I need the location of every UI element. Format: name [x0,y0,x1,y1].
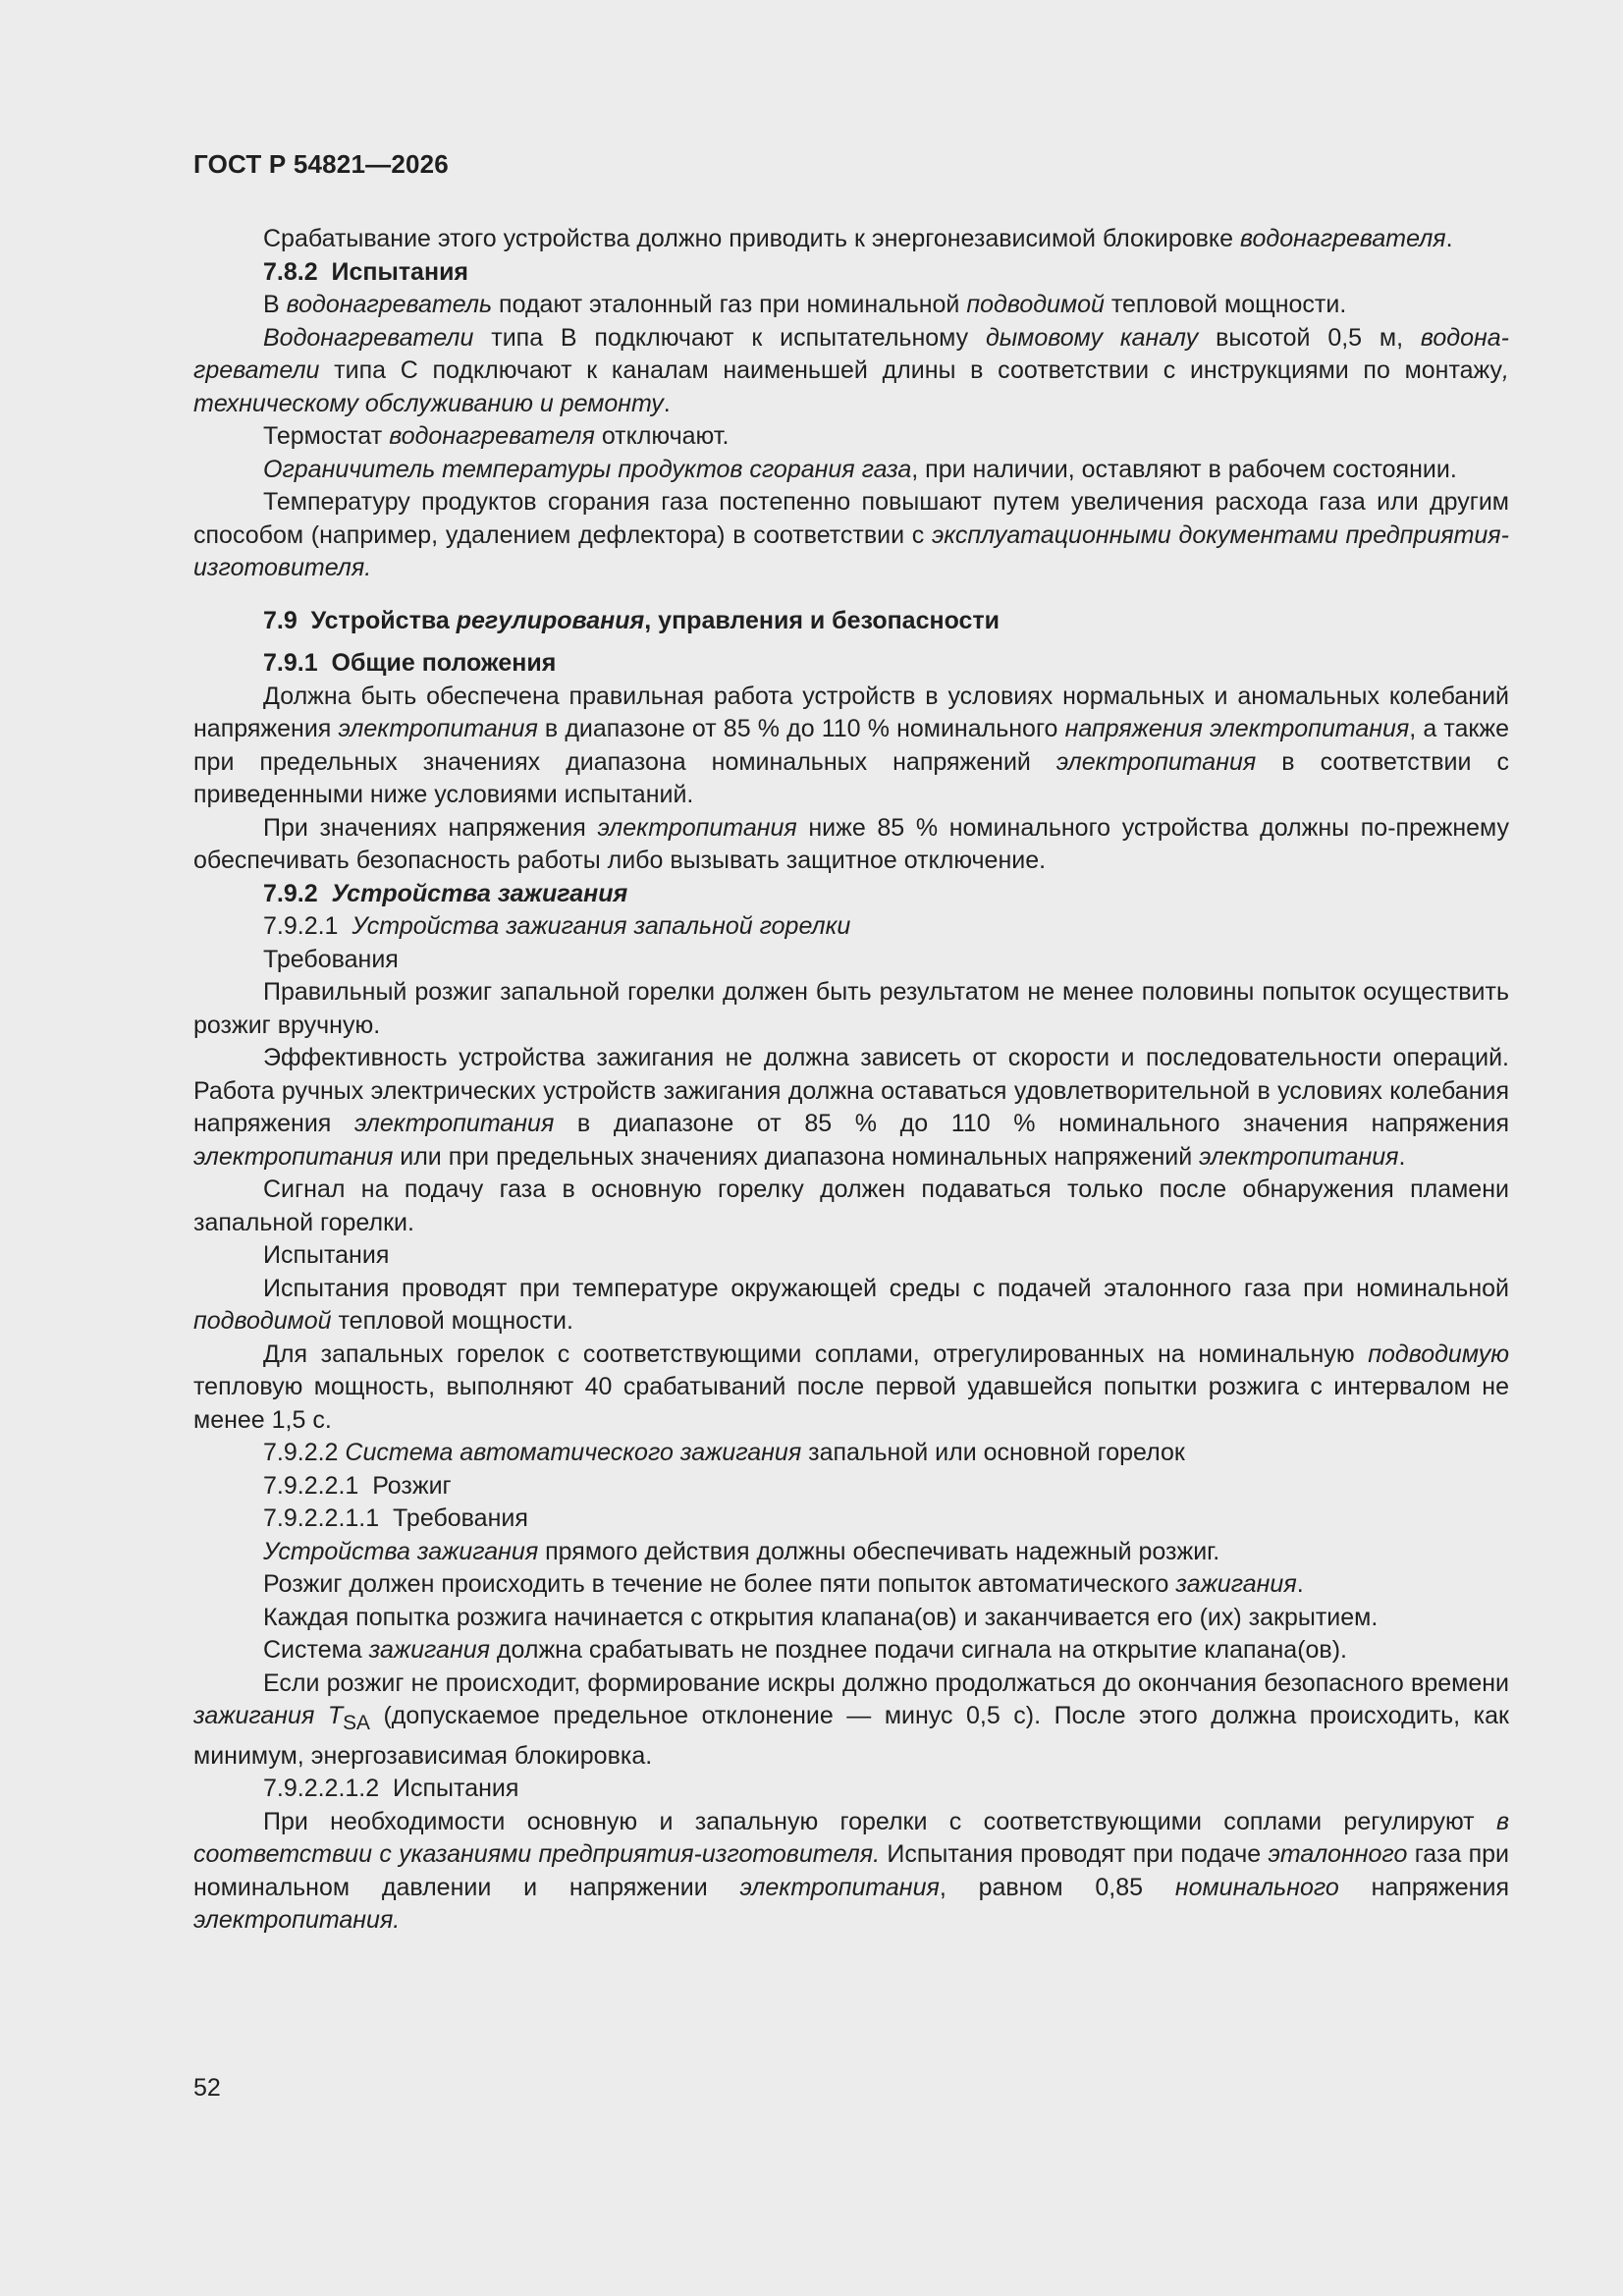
paragraph: При необходимости основную и запальную горелки с соответствующими соплами регулируют в соответствии с указаниями предприятия-изготовителя. Испытания проводят при подаче эталонного газа при номинальном давлении и напряжении электропитания, равном 0,85 номинального напряжения электропитания. [193,1807,1510,1934]
paragraph: Розжиг должен происходить в течение не более пяти попыток автоматического зажигания. [263,1570,1304,1598]
paragraph: Устройства зажигания прямого действия должны обеспечивать надежный розжиг. [263,1537,1220,1565]
paragraph: Испытания проводят при температуре окружающей среды с подачей эталонного газа при номинальной подводимой тепловой мощности. [193,1274,1509,1335]
page-number: 52 [193,2074,221,2102]
subclause-line: 7.9.2.2.1.1 Требования [263,1504,528,1532]
section-heading: 7.9 Устройства регулирования, управления и безопасности [263,606,1001,634]
subclause-line: 7.9.2.2 Система автоматического зажигания запальной или основной горелок [263,1439,1185,1466]
document-body [193,223,1509,1938]
paragraph: Термостат водонагревателя отключают. [263,422,730,450]
section-heading: 7.8.2 Испытания [263,257,469,286]
subclause-line: Испытания [263,1241,390,1269]
paragraph: Правильный розжиг запальной горелки должен быть результатом не менее половины попыток осуществить розжиг вручную. [193,978,1509,1039]
subclause-line: 7.9.2.2.1 Розжиг [263,1471,452,1500]
paragraph: Каждая попытка розжига начинается с открытия клапана(ов) и заканчивается его (их) закрытием. [263,1603,1379,1631]
page-header: ГОСТ Р 54821—2026 [193,149,449,179]
paragraph: Ограничитель температуры продуктов сгорания газа, при наличии, оставляют в рабочем состоянии. [263,455,1457,483]
paragraph: Для запальных горелок с соответствующими соплами, отрегулированных на номинальную подводимую тепловую мощность, выполняют 40 срабатываний после первой удавшейся попытки розжига с интервалом не менее 1,5 с. [193,1339,1509,1434]
subclause-line: Требования [263,945,399,973]
section-heading: 7.9.2 Устройства зажигания [263,879,628,907]
paragraph: Если розжиг не происходит, формирование искры должно продолжаться до окончания безопасного времени зажигания $T_{SA}$ (допускаемое предельное отклонение — минус 0,5 с). После этого должна происходить, как минимум, энергозависимая блокировка. [193,1668,1509,1770]
paragraph: Срабатывание этого устройства должно приводить к энергонезависимой блокировке водонагревателя. [263,225,1453,252]
paragraph: Сигнал на подачу газа в основную горелку должен подаваться только после обнаружения пламени запальной горелки. [193,1175,1509,1236]
paragraph: В водонагреватель подают эталонный газ при номинальной подводимой тепловой мощности. [263,291,1347,318]
section-heading: 7.9.1 Общие положения [263,649,557,677]
paragraph: Водонагреватели типа В подключают к испытательному дымовому каналу высотой 0,5 м, водонагреватели типа С подключают к каналам наименьшей длины в соответствии с инструкциями по монтажу, техническому обслуживанию и ремонту. [193,323,1509,417]
paragraph: При значениях напряжения электропитания ниже 85 % номинального устройства должны по-прежнему обеспечивать безопасность работы либо вызывать защитное отключение. [193,813,1509,874]
paragraph: Система зажигания должна срабатывать не позднее подачи сигнала на открытие клапана(ов). [263,1636,1347,1664]
paragraph: Температуру продуктов сгорания газа постепенно повышают путем увеличения расхода газа или другим способом (например, удалением дефлектора) в соответствии с эксплуатационными документами предприятия-изготовителя. [193,488,1509,581]
subclause-line: 7.9.2.1 Устройства зажигания запальной горелки [263,912,851,940]
paragraph: Эффективность устройства зажигания не должна зависеть от скорости и последовательности операций. Работа ручных электрических устройств зажигания должна оставаться удовлетворительной в условиях колебания напряжения электропитания в диапазоне от 85 % до 110 % номинального значения напряжения электропитания или при предельных значениях диапазона номинальных напряжений электропитания. [193,1044,1509,1171]
subclause-line: 7.9.2.2.1.2 Испытания [263,1775,519,1802]
paragraph: Должна быть обеспечена правильная работа устройств в условиях нормальных и аномальных колебаний напряжения электропитания в диапазоне от 85 % до 110 % номинального напряжения электропитания, а также при предельных значениях диапазона номинальных напряжений электропитания в соответствии с приведенными ниже условиями испытаний. [193,682,1509,808]
